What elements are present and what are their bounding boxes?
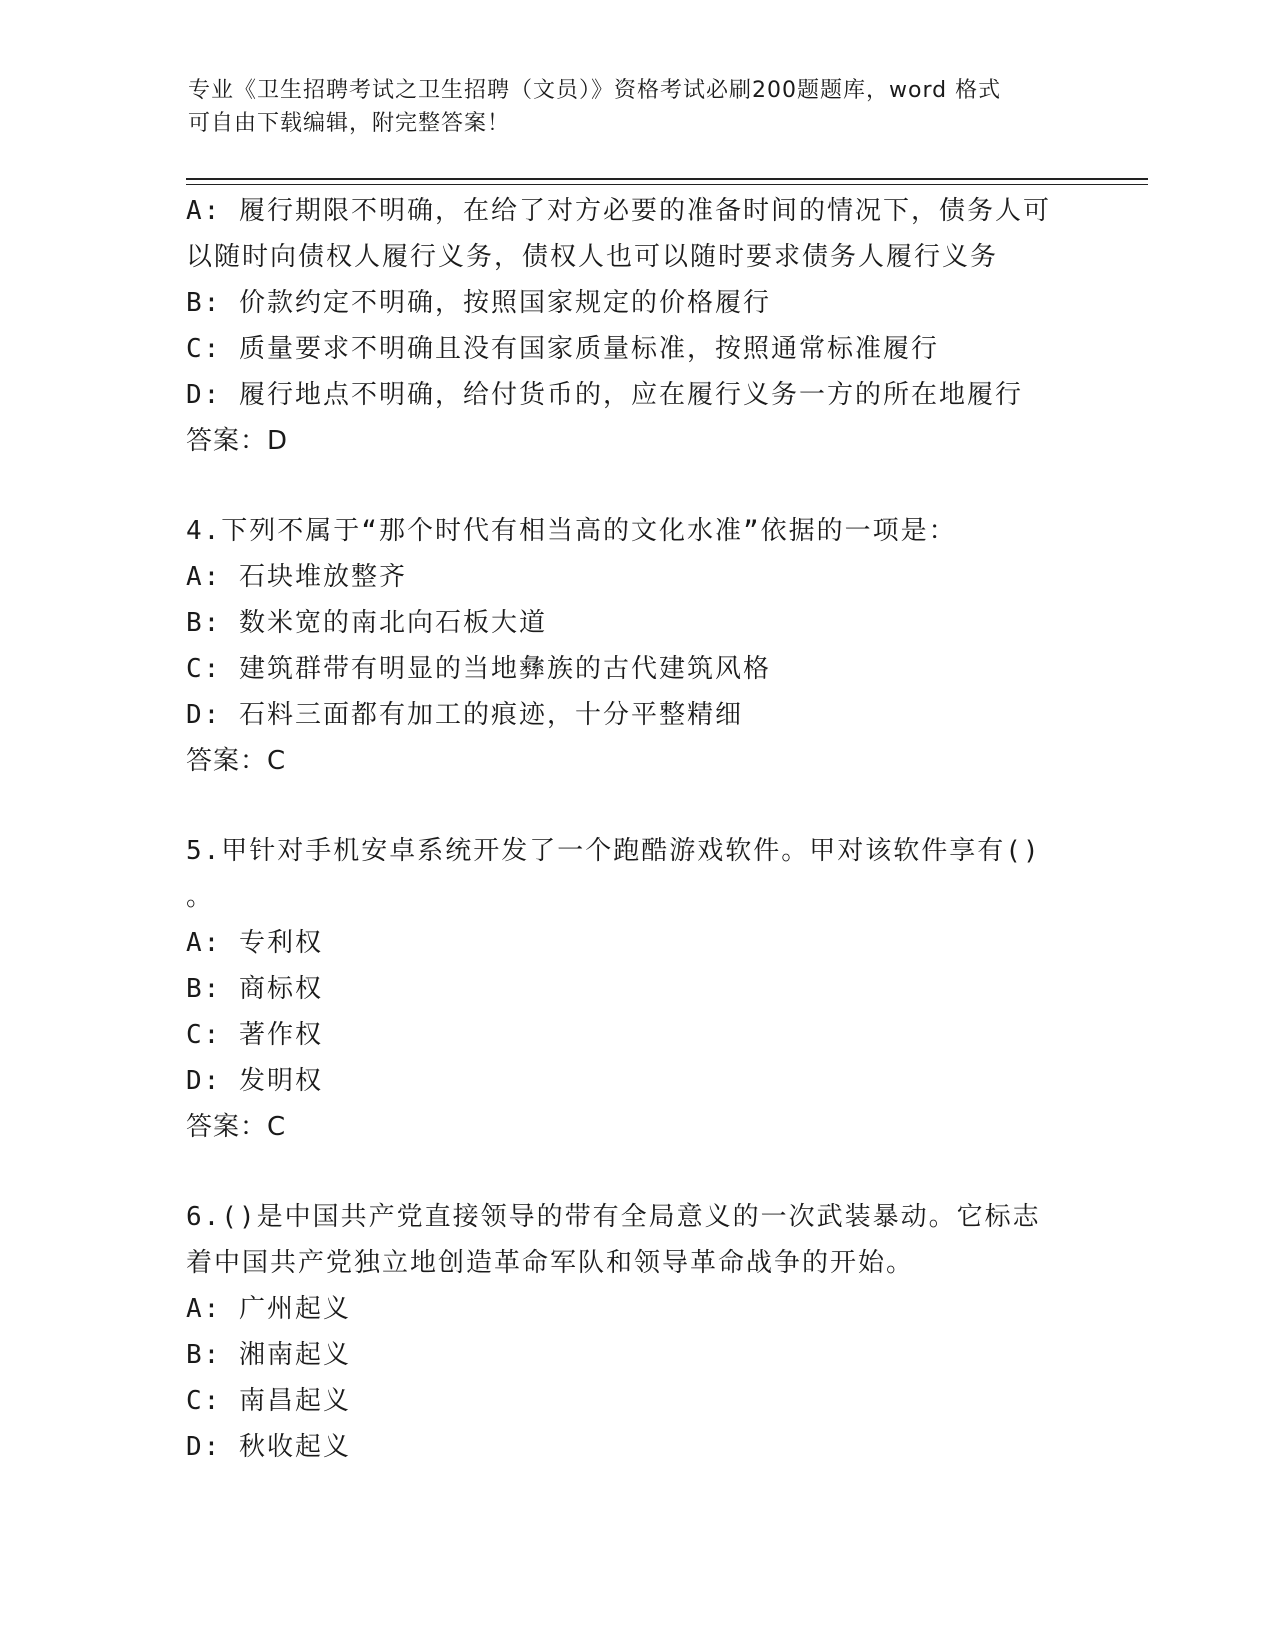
option-c: C: 南昌起义 [186,1386,351,1416]
option-b: B: 商标权 [186,974,323,1004]
question-stem-line-1: 5.甲针对手机安卓系统开发了一个跑酷游戏软件。甲对该软件享有() [186,836,1041,866]
question-list [186,188,1086,1470]
header-title-line-1: 专业《卫生招聘考试之卫生招聘（文员）》资格考试必刷200题题库，word 格式 [188,78,1002,103]
header-title-line-2: 可自由下载编辑，附完整答案！ [188,111,511,136]
question-stem-line-2: 着中国共产党独立地创造革命军队和领导革命战争的开始。 [186,1248,915,1278]
header-divider-thin [186,184,1148,185]
option-d: D: 履行地点不明确，给付货币的，应在履行义务一方的所在地履行 [186,380,1023,410]
option-d: D: 发明权 [186,1066,323,1096]
answer: 答案：C [186,1112,287,1142]
question-stem: 4.下列不属于“那个时代有相当高的文化水准”依据的一项是： [186,516,957,546]
header-divider-thick [186,178,1148,180]
option-a-line-2: 以随时向债权人履行义务，债权人也可以随时要求债务人履行义务 [186,242,999,272]
document-header [188,74,1088,140]
spacer [186,784,1086,828]
option-c: C: 质量要求不明确且没有国家质量标准，按照通常标准履行 [186,334,939,364]
option-d: D: 石料三面都有加工的痕迹，十分平整精细 [186,700,743,730]
option-b: B: 数米宽的南北向石板大道 [186,608,547,638]
option-a: A: 广州起义 [186,1294,351,1324]
question-3 [186,188,1086,464]
option-b: B: 湘南起义 [186,1340,351,1370]
option-a: A: 专利权 [186,928,323,958]
option-a-line-1: A: 履行期限不明确，在给了对方必要的准备时间的情况下，债务人可 [186,196,1051,226]
question-stem-line-1: 6.()是中国共产党直接领导的带有全局意义的一次武装暴动。它标志 [186,1202,1041,1232]
question-5 [186,828,1086,1150]
option-d: D: 秋收起义 [186,1432,351,1462]
answer: 答案：D [186,426,289,456]
spacer [186,1150,1086,1194]
spacer [186,464,1086,508]
question-6 [186,1194,1086,1470]
option-c: C: 著作权 [186,1020,323,1050]
question-4 [186,508,1086,784]
option-a: A: 石块堆放整齐 [186,562,407,592]
option-c: C: 建筑群带有明显的当地彝族的古代建筑风格 [186,654,771,684]
option-b: B: 价款约定不明确，按照国家规定的价格履行 [186,288,771,318]
answer: 答案：C [186,746,287,776]
question-stem-line-2: 。 [186,882,213,912]
